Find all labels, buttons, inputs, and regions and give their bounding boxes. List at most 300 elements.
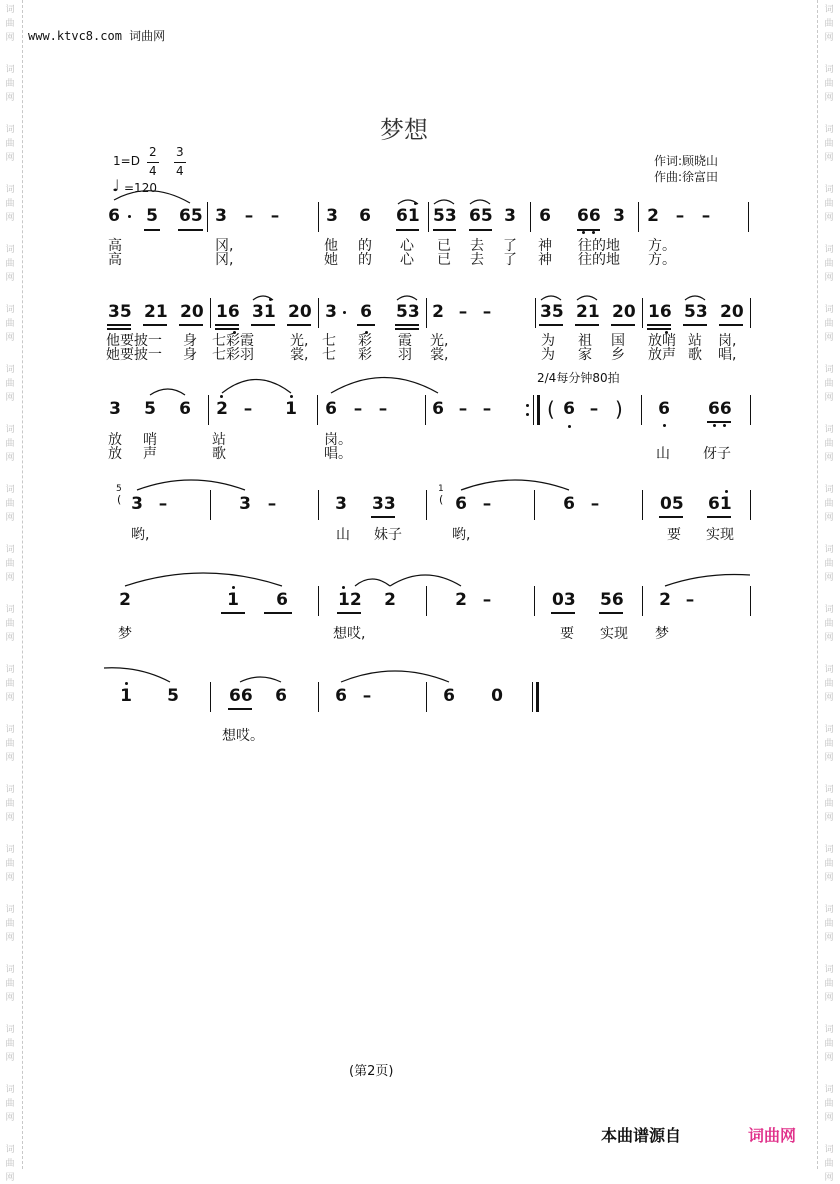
- dash: –: [675, 206, 685, 226]
- lyric: 哟,: [131, 527, 150, 543]
- dash: –: [458, 302, 468, 322]
- slur: [665, 574, 750, 586]
- note: 6: [275, 686, 287, 706]
- note: 3: [215, 206, 227, 226]
- watermark-char: 网: [824, 393, 834, 403]
- lyric: 歌: [212, 446, 226, 462]
- note: 16: [216, 302, 240, 322]
- note: 12: [338, 590, 362, 610]
- lyric: 放: [108, 432, 122, 448]
- watermark-char: 网: [824, 33, 834, 43]
- watermark-char: 词: [5, 545, 15, 555]
- lyric: 山: [336, 527, 350, 543]
- lyric: 的: [358, 238, 372, 254]
- time-a-denominator: 4: [149, 164, 157, 178]
- note: 65: [179, 206, 203, 226]
- note: 65: [469, 206, 493, 226]
- note: 6: [563, 494, 575, 514]
- note: 3: [613, 206, 625, 226]
- watermark-char: 词: [824, 905, 834, 915]
- note: 1: [227, 590, 239, 610]
- lyric: 站: [212, 432, 226, 448]
- lyric: 裳,: [290, 347, 309, 363]
- watermark-char: 词: [5, 905, 15, 915]
- note: 66: [577, 206, 601, 226]
- watermark-char: 曲: [5, 619, 15, 629]
- note: 35: [108, 302, 132, 322]
- watermark-char: 曲: [824, 979, 834, 989]
- lyric: 光,: [430, 333, 449, 349]
- watermark-char: 曲: [5, 499, 15, 509]
- note: 3: [335, 494, 347, 514]
- lyric: 往的地: [578, 252, 620, 268]
- watermark-char: 曲: [824, 559, 834, 569]
- watermark-char: 词: [824, 965, 834, 975]
- lyric: 伢子: [703, 446, 731, 462]
- note: 2: [384, 590, 396, 610]
- watermark-char: 网: [5, 33, 15, 43]
- lyric: 声: [143, 446, 157, 462]
- brand-link[interactable]: 词曲网: [748, 1126, 797, 1145]
- bracket-left: (: [547, 397, 555, 421]
- lyric: 高: [108, 238, 122, 254]
- lyric: 去: [470, 252, 484, 268]
- watermark-char: 词: [824, 125, 834, 135]
- watermark-char: 网: [824, 1173, 834, 1183]
- watermark-char: 曲: [5, 919, 15, 929]
- watermark-char: 网: [5, 513, 15, 523]
- time-a-numerator: 2: [149, 145, 157, 159]
- note: 21: [144, 302, 168, 322]
- dash: –: [590, 494, 600, 514]
- site-header[interactable]: www.ktvc8.com 词曲网: [28, 29, 166, 43]
- note: 6: [539, 206, 551, 226]
- lyric: 身: [183, 333, 197, 349]
- slur: [341, 671, 449, 682]
- watermark-char: 曲: [5, 979, 15, 989]
- watermark-char: 网: [5, 1113, 15, 1123]
- dash: –: [589, 399, 599, 419]
- note: 21: [576, 302, 600, 322]
- lyric: 方。: [648, 252, 676, 268]
- watermark-char: 词: [824, 845, 834, 855]
- watermark-char: 词: [5, 245, 15, 255]
- note: 61: [708, 494, 732, 514]
- lyric: 家: [578, 347, 592, 363]
- lyric: 哨: [143, 432, 157, 448]
- watermark-char: 曲: [5, 1099, 15, 1109]
- lyric: 想哎。: [222, 728, 264, 744]
- lyric: 唱,: [718, 347, 737, 363]
- note: 53: [684, 302, 708, 322]
- note: 20: [720, 302, 744, 322]
- watermark-char: 词: [824, 1085, 834, 1095]
- watermark-char: 网: [5, 213, 15, 223]
- tempo-change-note: 2/4每分钟80拍: [537, 371, 620, 385]
- dash: –: [458, 399, 468, 419]
- note: 6: [325, 399, 337, 419]
- watermark-char: 词: [5, 305, 15, 315]
- slur: [331, 378, 438, 394]
- lyric: 实现: [706, 527, 734, 543]
- watermark-char: 词: [824, 485, 834, 495]
- note: 66: [708, 399, 732, 419]
- watermark-char: 曲: [824, 19, 834, 29]
- lyric: 想哎,: [333, 626, 366, 642]
- lyric: 岗,: [718, 333, 737, 349]
- watermark-char: 词: [5, 965, 15, 975]
- slur: [577, 296, 597, 300]
- watermark-char: 网: [824, 573, 834, 583]
- lyric: 妹子: [374, 527, 402, 543]
- page-number: (第2页): [349, 1064, 394, 1079]
- lyric: 已: [437, 252, 451, 268]
- watermark-char: 曲: [5, 799, 15, 809]
- slur: [541, 296, 561, 300]
- watermark-char: 网: [5, 453, 15, 463]
- watermark-char: 曲: [824, 379, 834, 389]
- slur: [240, 677, 281, 682]
- note: 66: [229, 686, 253, 706]
- note: 2: [119, 590, 131, 610]
- lyric: 七彩霞: [212, 333, 254, 349]
- note: 6: [179, 399, 191, 419]
- watermark-char: 网: [824, 1113, 834, 1123]
- note: 1: [285, 399, 297, 419]
- note: 3: [326, 206, 338, 226]
- watermark-char: 曲: [824, 739, 834, 749]
- grace-bracket: (: [439, 493, 444, 506]
- watermark-char: 网: [5, 993, 15, 1003]
- watermark-char: 网: [5, 573, 15, 583]
- dash: –: [158, 494, 168, 514]
- note: 53: [433, 206, 457, 226]
- watermark-char: 曲: [5, 379, 15, 389]
- slur: [470, 200, 490, 204]
- watermark-char: 曲: [824, 1099, 834, 1109]
- lyric: 身: [183, 347, 197, 363]
- slur: [150, 389, 185, 395]
- watermark-char: 曲: [824, 919, 834, 929]
- dash: –: [482, 494, 492, 514]
- lyric: 羽: [398, 347, 412, 363]
- watermark-char: 曲: [5, 679, 15, 689]
- note: 2: [647, 206, 659, 226]
- watermark-char: 词: [824, 605, 834, 615]
- lyric: 实现: [600, 626, 628, 642]
- watermark-char: 词: [5, 485, 15, 495]
- lyric: 他要披一: [106, 333, 162, 349]
- watermark-char: 曲: [5, 559, 15, 569]
- lyric: 彩: [358, 333, 372, 349]
- watermark-char: 词: [824, 245, 834, 255]
- note: 05: [660, 494, 684, 514]
- lyric: 霞: [398, 333, 412, 349]
- source-note: 本曲谱源自: [601, 1126, 682, 1145]
- note: 5: [167, 686, 179, 706]
- slur: [222, 380, 291, 394]
- watermark-char: 网: [824, 453, 834, 463]
- dash: –: [701, 206, 711, 226]
- watermark-char: 词: [5, 725, 15, 735]
- watermark-char: 词: [5, 665, 15, 675]
- note: 3: [504, 206, 516, 226]
- watermark-char: 词: [5, 5, 15, 15]
- time-b-denominator: 4: [176, 164, 184, 178]
- grace-note: 1: [438, 484, 444, 494]
- note: 20: [612, 302, 636, 322]
- note: 3: [109, 399, 121, 419]
- note: 5: [146, 206, 158, 226]
- watermark-char: 网: [5, 153, 15, 163]
- watermark-char: 词: [5, 845, 15, 855]
- watermark-char: 曲: [5, 439, 15, 449]
- lyric: 七: [322, 333, 336, 349]
- lyric: 梦: [118, 626, 132, 642]
- note: 6: [359, 206, 371, 226]
- lyric: 已: [437, 238, 451, 254]
- note: 16: [648, 302, 672, 322]
- lyric: 唱。: [324, 446, 352, 462]
- lyric: 神: [538, 252, 552, 268]
- dash: –: [482, 590, 492, 610]
- note: 3: [131, 494, 143, 514]
- watermark-char: 曲: [5, 259, 15, 269]
- note: 2: [432, 302, 444, 322]
- watermark-char: 词: [5, 785, 15, 795]
- note: 6: [563, 399, 575, 419]
- watermark-char: 网: [824, 753, 834, 763]
- watermark-char: 词: [5, 365, 15, 375]
- slur: [398, 200, 418, 204]
- lyric: 冈,: [215, 238, 234, 254]
- lyric: 放哨: [648, 333, 676, 349]
- watermark-char: 词: [824, 785, 834, 795]
- note: 6: [455, 494, 467, 514]
- watermark-char: 网: [5, 753, 15, 763]
- lyric: 心: [400, 252, 414, 268]
- watermark-char: 曲: [824, 199, 834, 209]
- song-title: 梦想: [380, 116, 428, 144]
- dash: –: [362, 686, 372, 706]
- watermark-char: 词: [824, 365, 834, 375]
- watermark-char: 网: [824, 333, 834, 343]
- lyric: 光,: [290, 333, 309, 349]
- lyric: 山: [656, 446, 670, 462]
- note: 6: [658, 399, 670, 419]
- lyric: 祖: [578, 333, 592, 349]
- dash: –: [482, 302, 492, 322]
- lyricist-credit: 作词:顾晓山: [654, 154, 719, 168]
- watermark-char: 曲: [5, 1039, 15, 1049]
- lyric: 裳,: [430, 347, 449, 363]
- watermark-char: 网: [5, 93, 15, 103]
- watermark-char: 网: [824, 513, 834, 523]
- lyric: 心: [400, 238, 414, 254]
- watermark-char: 网: [5, 933, 15, 943]
- lyric: 高: [108, 252, 122, 268]
- watermark-char: 曲: [5, 19, 15, 29]
- note: 20: [288, 302, 312, 322]
- watermark-char: 曲: [824, 319, 834, 329]
- bracket-right: ): [615, 397, 623, 421]
- watermark-char: 词: [5, 65, 15, 75]
- watermark-char: 曲: [5, 199, 15, 209]
- note: 61: [396, 206, 420, 226]
- lyric: 她要披一: [106, 347, 162, 363]
- slur: [114, 191, 190, 203]
- watermark-char: 曲: [824, 1159, 834, 1169]
- dash: –: [378, 399, 388, 419]
- watermark-char: 词: [5, 125, 15, 135]
- lyric: 方。: [648, 238, 676, 254]
- dash: –: [482, 399, 492, 419]
- watermark-char: 曲: [5, 859, 15, 869]
- lyric: 放: [108, 446, 122, 462]
- lyric: 冈,: [215, 252, 234, 268]
- watermark-char: 曲: [824, 259, 834, 269]
- note: 1: [120, 686, 132, 706]
- note: 03: [552, 590, 576, 610]
- watermark-char: 词: [824, 1145, 834, 1155]
- watermark-char: 网: [824, 633, 834, 643]
- lyric: 了: [503, 252, 517, 268]
- lyric: 国: [611, 333, 625, 349]
- slur: [685, 296, 705, 300]
- watermark-char: 词: [824, 545, 834, 555]
- watermark-char: 词: [5, 1145, 15, 1155]
- lyric: 去: [470, 238, 484, 254]
- slur: [390, 575, 461, 586]
- watermark-char: 网: [5, 333, 15, 343]
- lyric: 要: [560, 626, 574, 642]
- watermark-char: 曲: [824, 139, 834, 149]
- slur: [104, 668, 170, 682]
- watermark-char: 网: [824, 873, 834, 883]
- watermark-char: 网: [824, 1053, 834, 1063]
- watermark-char: 曲: [5, 739, 15, 749]
- slur: [125, 573, 282, 586]
- note: 33: [372, 494, 396, 514]
- watermark-char: 词: [824, 5, 834, 15]
- lyric: 他: [324, 238, 338, 254]
- watermark-char: 网: [5, 393, 15, 403]
- note: 3: [325, 302, 337, 322]
- key-signature: 1=D: [113, 154, 140, 168]
- note: 6: [360, 302, 372, 322]
- watermark-char: 网: [824, 693, 834, 703]
- composer-credit: 作曲:徐富田: [654, 170, 719, 184]
- watermark-char: 曲: [5, 319, 15, 329]
- slur: [461, 480, 569, 490]
- dash: –: [270, 206, 280, 226]
- note: 56: [600, 590, 624, 610]
- lyric: 七: [322, 347, 336, 363]
- watermark-char: 网: [5, 873, 15, 883]
- watermark-char: 曲: [824, 439, 834, 449]
- watermark-char: 词: [5, 1085, 15, 1095]
- dash: –: [685, 590, 695, 610]
- lyric: 神: [538, 238, 552, 254]
- note: 53: [396, 302, 420, 322]
- slur: [397, 296, 417, 300]
- watermark-char: 网: [824, 213, 834, 223]
- watermark-char: 曲: [5, 139, 15, 149]
- watermark-char: 网: [824, 993, 834, 1003]
- lyric: 往的地: [578, 238, 620, 254]
- lyric: 岗。: [324, 432, 352, 448]
- dash: –: [244, 206, 254, 226]
- slur: [137, 480, 245, 490]
- watermark-char: 曲: [824, 1039, 834, 1049]
- note: 6: [443, 686, 455, 706]
- watermark-char: 网: [824, 273, 834, 283]
- note: 6: [108, 206, 120, 226]
- slur: [253, 296, 273, 300]
- grace-bracket: (: [117, 493, 122, 506]
- slur: [355, 579, 390, 586]
- watermark-char: 曲: [824, 859, 834, 869]
- note: 2: [455, 590, 467, 610]
- lyric: 七彩羽: [212, 347, 254, 363]
- watermark-char: 网: [5, 813, 15, 823]
- watermark-char: 网: [5, 273, 15, 283]
- watermark-char: 网: [824, 813, 834, 823]
- lyric: 了: [503, 238, 517, 254]
- dash: –: [243, 399, 253, 419]
- watermark-char: 词: [5, 185, 15, 195]
- note: 31: [252, 302, 276, 322]
- note: 6: [335, 686, 347, 706]
- watermark-char: 词: [824, 425, 834, 435]
- lyric: 哟,: [452, 527, 471, 543]
- tempo-marking: =120: [124, 181, 157, 195]
- watermark-char: 词: [824, 185, 834, 195]
- watermark-char: 网: [824, 933, 834, 943]
- note: 6: [432, 399, 444, 419]
- watermark-char: 网: [5, 1053, 15, 1063]
- dash: –: [267, 494, 277, 514]
- grace-note: 5: [116, 484, 122, 494]
- watermark-char: 网: [5, 693, 15, 703]
- watermark-char: 词: [824, 1025, 834, 1035]
- dash: –: [353, 399, 363, 419]
- watermark-char: 词: [824, 305, 834, 315]
- lyric: 歌: [688, 347, 702, 363]
- lyric: 站: [688, 333, 702, 349]
- quarter-note-icon: ♩: [112, 176, 120, 195]
- watermark-char: 网: [824, 153, 834, 163]
- watermark-char: 曲: [5, 79, 15, 89]
- watermark-char: 曲: [5, 1159, 15, 1169]
- watermark-char: 词: [5, 1025, 15, 1035]
- note: 2: [216, 399, 228, 419]
- note: 6: [276, 590, 288, 610]
- lyric: 梦: [655, 626, 669, 642]
- watermark-char: 曲: [824, 499, 834, 509]
- lyric: 她: [324, 252, 338, 268]
- lyric: 为: [541, 347, 555, 363]
- note: 2: [659, 590, 671, 610]
- lyric: 的: [358, 252, 372, 268]
- watermark-char: 曲: [824, 679, 834, 689]
- lyric: 放声: [648, 347, 676, 363]
- watermark-char: 网: [824, 93, 834, 103]
- note: 3: [239, 494, 251, 514]
- watermark-char: 词: [824, 725, 834, 735]
- note: 0: [491, 686, 503, 706]
- watermark-char: 词: [824, 665, 834, 675]
